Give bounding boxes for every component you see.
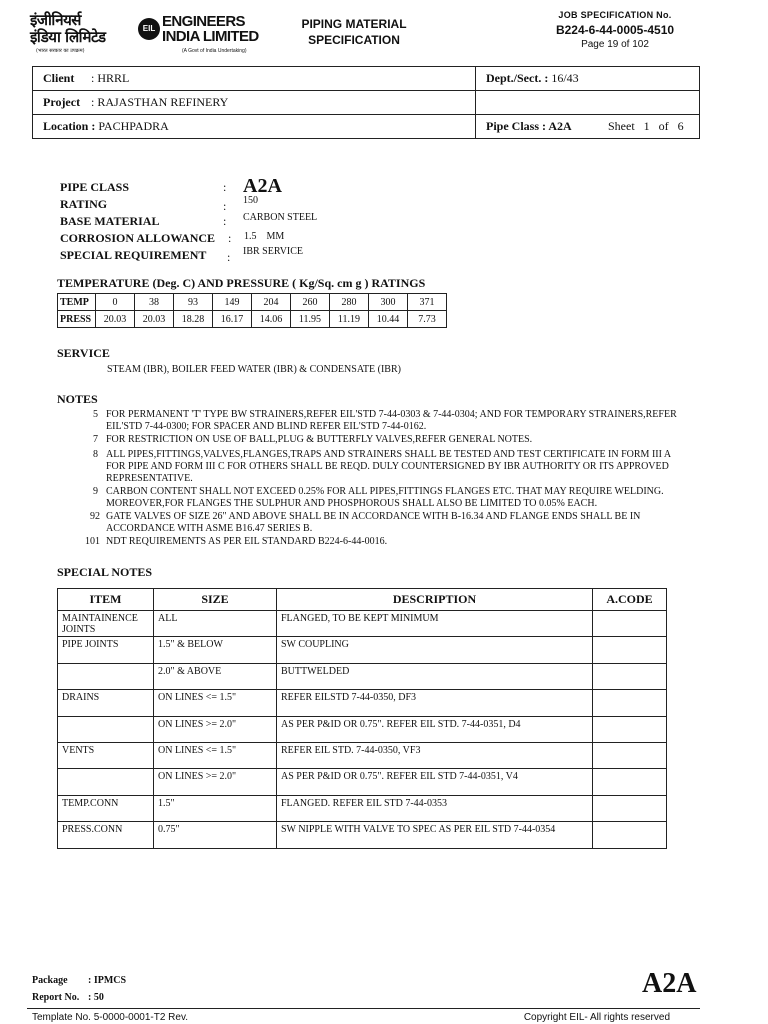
column-header-description: DESCRIPTION [277,589,593,611]
cell-size: 2.0" & ABOVE [154,663,277,689]
sheet-value: Sheet 1 of 6 [608,119,684,133]
pressure-cell: 16.17 [213,311,252,328]
cell-acode [593,611,667,637]
footer-divider [27,1008,700,1009]
cell-acode [593,822,667,848]
temp-cell: 38 [135,294,174,311]
temp-row [58,294,447,311]
cell-acode [593,690,667,716]
client-cell: Client : HRRL [33,67,476,91]
cell-description: REFER EIL STD. 7-44-0350, VF3 [277,742,593,768]
cell-size: 1.5" [154,795,277,821]
cell-size: 1.5" & BELOW [154,637,277,663]
pressure-cell: 11.95 [291,311,330,328]
temp-label: TEMP [58,294,96,311]
note-item [60,536,690,548]
footer-pipe-class: A2A [642,968,697,999]
template-number: Template No. 5-0000-0001-T2 Rev. [32,1012,189,1023]
client-value: : HRRL [91,71,130,85]
table-row [58,822,667,848]
location-value: PACHPADRA [98,119,169,133]
rating-value: 150 [243,195,258,206]
cell-acode [593,716,667,742]
table-row [58,690,667,716]
logo-emblem-icon: EIL [138,18,160,40]
note-text: GATE VALVES OF SIZE 26" AND ABOVE SHALL BE IN ACCORDANCE WITH B-16.34 AND FLANGE ENDS SHALL BE IN ACCORDANCE WITH ASME B16.47 SERIES B. [106,511,641,534]
temp-cell: 0 [96,294,135,311]
page-header [0,8,768,58]
cell-item: DRAINS [58,690,154,716]
temp-cell: 371 [408,294,447,311]
table-row [58,611,667,637]
note-text: NDT REQUIREMENTS AS PER EIL STANDARD B224-6-44-0016. [106,536,388,547]
cell-description: AS PER P&ID OR 0.75". REFER EIL STD. 7-44-0351, D4 [277,716,593,742]
logo-subtitle-hindi: (भारत सरकार का उपक्रम) [36,48,85,54]
project-value: : RAJASTHAN REFINERY [91,95,229,109]
notes-list [60,409,690,549]
pressure-cell: 7.73 [408,311,447,328]
cell-size: ON LINES <= 1.5" [154,742,277,768]
note-text: CARBON CONTENT SHALL NOT EXCEED 0.25% FOR ALL PIPES,FITTINGS FLANGES ETC. THAT MAY REQUIRE WELDING. MOREOVER,FOR FLANGES THE SULPHUR AND PHOSPHOROUS SHALL ALSO BE LIMITED TO 0.05% EACH. [106,486,664,509]
cell-description: SW NIPPLE WITH VALVE TO SPEC AS PER EIL STD 7-44-0354 [277,822,593,848]
note-number: 7 [93,434,98,445]
info-row [33,115,700,139]
cell-item: TEMP.CONN [58,795,154,821]
cell-item [58,769,154,795]
pipe-class-value: A2A [243,175,282,197]
notes-heading: NOTES [57,392,98,406]
pressure-cell: 10.44 [369,311,408,328]
table-row [58,663,667,689]
document-title: PIPING MATERIAL SPECIFICATION [301,17,407,47]
cell-description: REFER EILSTD 7-44-0350, DF3 [277,690,593,716]
cell-description: BUTTWELDED [277,663,593,689]
temp-pressure-title: TEMPERATURE (Deg. C) AND PRESSURE ( Kg/Sq. cm g ) RATINGS [57,276,426,290]
info-row [33,91,700,115]
cell-acode [593,742,667,768]
note-item [60,449,690,485]
package-value: : IPMCS [88,975,127,986]
base-material-value: CARBON STEEL [243,212,318,223]
page-number: Page 19 of 102 [581,39,649,50]
pressure-row [58,311,447,328]
dept-cell: Dept./Sect. : 16/43 [476,67,700,91]
pipe-class-cell: Pipe Class : A2A Sheet 1 of 6 [476,115,700,139]
note-number: 101 [85,536,100,547]
cell-item: VENTS [58,742,154,768]
cell-acode [593,769,667,795]
cell-acode [593,637,667,663]
special-notes-heading: SPECIAL NOTES [57,565,153,579]
package-line: Package : IPMCS [32,975,127,986]
cell-size: 0.75" [154,822,277,848]
copyright-text: Copyright EIL- All rights reserved [523,1012,670,1023]
pressure-cell: 20.03 [135,311,174,328]
job-spec-number: B224-6-44-0005-4510 [555,23,675,37]
temp-cell: 93 [174,294,213,311]
cell-size: ON LINES >= 2.0" [154,769,277,795]
cell-description: SW COUPLING [277,637,593,663]
note-text: FOR RESTRICTION ON USE OF BALL,PLUG & BUTTERFLY VALVES,REFER GENERAL NOTES. [106,434,533,445]
job-spec-label: JOB SPECIFICATION No. [558,10,672,20]
cell-size: ON LINES >= 2.0" [154,716,277,742]
pressure-cell: 20.03 [96,311,135,328]
special-notes-table [57,588,667,849]
report-line: Report No. : 50 [32,992,104,1003]
table-row [58,742,667,768]
special-requirement-value: IBR SERVICE [243,246,304,257]
table-row [58,637,667,663]
pressure-cell: 14.06 [252,311,291,328]
note-item [60,511,690,535]
note-text: ALL PIPES,FITTINGS,VALVES,FLANGES,TRAPS AND STRAINERS SHALL BE TESTED AND TEST CERTIFICATE IN FORM III A FOR PIPE AND FORM III C FOR OTHERS SHALL BE REQD. DULY COUNTERSIGNED BY IBR AUTHORITY OR ITS APPROVED REPRESENTATIVE. [106,449,671,484]
service-heading: SERVICE [57,346,110,360]
temp-cell: 204 [252,294,291,311]
note-text: FOR PERMANENT 'T' TYPE BW STRAINERS,REFER EIL'STD 7-44-0303 & 7-44-0304; AND FOR TEMPORARY STRAINERS,REFER EIL'STD 7-44-0300; FOR SPACER AND BLIND REFER EIL'STD 7-44-0162. [106,409,677,432]
cell-acode [593,663,667,689]
table-header-row [58,589,667,611]
table-row [58,769,667,795]
cell-description: FLANGED. REFER EIL STD 7-44-0353 [277,795,593,821]
table-row [58,716,667,742]
cell-size: ON LINES <= 1.5" [154,690,277,716]
project-cell: Project : RAJASTHAN REFINERY [33,91,476,115]
corrosion-allowance-value: 1.5 MM [244,231,285,242]
column-header-item: ITEM [58,589,154,611]
cell-item [58,663,154,689]
report-value: : 50 [88,992,104,1003]
cell-item: MAINTAINENCE JOINTS [58,611,154,637]
location-cell: Location : PACHPADRA [33,115,476,139]
pressure-cell: 18.28 [174,311,213,328]
note-item [60,409,690,433]
temp-cell: 280 [330,294,369,311]
logo-subtitle-english: (A Govt of India Undertaking) [182,48,247,54]
temp-cell: 300 [369,294,408,311]
dept-value: 16/43 [551,71,579,85]
logo-english-text: ENGINEERS INDIA LIMITED [162,13,259,45]
cell-item: PIPE JOINTS [58,637,154,663]
note-number: 9 [93,486,98,497]
footer-package-info [32,972,126,1006]
logo-hindi-text: इंजीनियर्स इंडिया लिमिटेड [30,11,106,46]
note-item [60,486,690,510]
temp-pressure-table [57,293,447,328]
temp-cell: 149 [213,294,252,311]
press-label: PRESS [58,311,96,328]
note-number: 8 [93,449,98,460]
service-text: STEAM (IBR), BOILER FEED WATER (IBR) & CONDENSATE (IBR) [107,364,401,375]
cell-description: AS PER P&ID OR 0.75". REFER EIL STD 7-44-0351, V4 [277,769,593,795]
column-header-size: SIZE [154,589,277,611]
table-row [58,795,667,821]
cell-item: PRESS.CONN [58,822,154,848]
cell-item [58,716,154,742]
cell-acode [593,795,667,821]
info-row [33,67,700,91]
pressure-cell: 11.19 [330,311,369,328]
note-number: 5 [93,409,98,420]
note-number: 92 [90,511,100,522]
cell-size: ALL [154,611,277,637]
empty-cell [476,91,700,115]
job-specification [500,10,730,50]
column-header-acode: A.CODE [593,589,667,611]
project-info-table [32,66,700,139]
company-logo [30,12,260,58]
temp-cell: 260 [291,294,330,311]
cell-description: FLANGED, TO BE KEPT MINIMUM [277,611,593,637]
note-item [60,434,690,446]
